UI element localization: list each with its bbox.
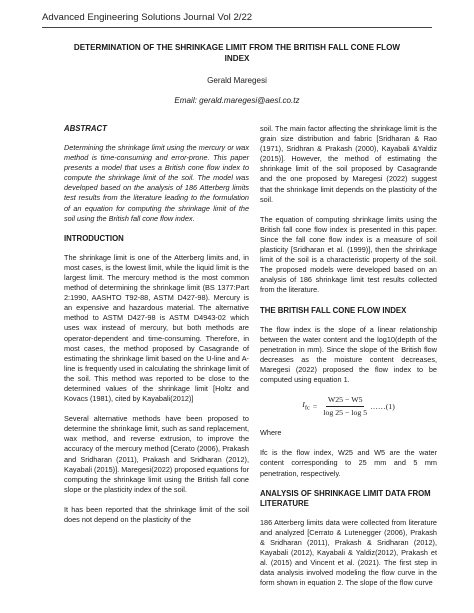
- abstract-heading: ABSTRACT: [64, 124, 107, 133]
- equation-numerator: W25 − W5: [326, 395, 365, 407]
- author-name: Gerald Maregesi: [207, 76, 267, 85]
- title-line-1: DETERMINATION OF THE SHRINKAGE LIMIT FROM THE BRITISH FALL CONE FLOW: [73, 43, 401, 52]
- flow-index-heading: THE BRITISH FALL CONE FLOW INDEX: [260, 305, 407, 315]
- where-label: Where: [260, 428, 282, 438]
- variables-paragraph: Ifc is the flow index, W25 and W5 are the water content corresponding to 25 mm and 5 mm penetration, respectively.: [260, 448, 437, 478]
- equation-fraction: [323, 395, 367, 418]
- right-column: [260, 124, 437, 598]
- header-rule: [42, 27, 432, 28]
- flow-index-paragraph: The flow index is the slope of a linear relationship between the water content and the log10(depth of the penetration in mm). Since the slope of the British flow decreases as the moisture content decreases, Maregesi (2022) proposed the flow index to be computed using equation 1.: [260, 324, 437, 384]
- intro-paragraph-1: The shrinkage limit is one of the Atterberg limits and, in most cases, is the lowest limit, while the liquid limit is the largest limit. The mercury method is the most common method of determining the shrinkage limit (BS 1377:Part 2:1990, AASHTO T92-88, ASTM D427-98). Mercury is an expensive and hazardous material. The alternative method to ASTM D427-98 is ASTM D4943-02 which uses wax instead of mercury, but both methods are operator-dependent and time-consuming. Therefore, in most cases, the method proposed by Casagrande of estimating the shrinkage limit based on the U-line and A-line is frequently used in calculating the shrinkage limit of the soil. This method was reported to be close to the determined values of the shrinkage limit [Holtz and Kovacs (1981), cited by Kayabali(2012)]: [64, 252, 249, 404]
- equation-1: [260, 395, 437, 418]
- paper-title: [60, 42, 414, 64]
- title-line-2: INDEX: [224, 54, 250, 63]
- equation-denominator: log 25 − log 5: [323, 408, 368, 418]
- left-column: [64, 124, 249, 535]
- introduction-heading: INTRODUCTION: [64, 233, 124, 243]
- equation-number: ……(1): [370, 401, 395, 411]
- equation-equals: =: [312, 401, 318, 411]
- intro-paragraph-2: Several alternative methods have been proposed to determine the shrinkage limit, such as sand replacement, wax method, and reverse extrusion, to improve the accuracy of the mercury method [Cerato (2006), Prakash and Sridharan (2011), Prakash and Sridharan (2012), Kayabali (2015)]. Maregesi(2022) proposed equations for computing the shrinkage limit using the British fall cone slope or the plasticity index of the soil.: [64, 414, 249, 494]
- journal-header: Advanced Engineering Solutions Journal Vol 2/22: [42, 12, 253, 23]
- analysis-heading: ANALYSIS OF SHRINKAGE LIMIT DATA FROM LITERATURE: [260, 488, 431, 508]
- right-paragraph-1: soil. The main factor affecting the shrinkage limit is the grain size distribution and fabric [Sridharan & Rao (1971), Sridhran & Prakash (2000), Kayabali &Yaldiz (2015)]. However, the method of estimating the shrinkage limit of the soil proposed by Casagrande and the one proposed by Maregesi (2022) suggest that the shrinkage limit depends on the plasticity of the soil.: [260, 124, 437, 204]
- author-email: Email: gerald.maregesi@aesl.co.tz: [174, 96, 300, 105]
- equation-lhs: $I_{fc}$: [302, 399, 310, 412]
- abstract-text: Determining the shrinkage limit using the mercury or wax method is time-consuming and error-prone. This paper presents a model that uses a British cone flow index to compute the shrinkage limit of the soil. The model was developed based on the analysis of 186 Atterberg limits test results from the literature leading to the formulation of an equation for computing the shrinkage limit of the soil using the British fall cone flow index.: [64, 143, 249, 223]
- intro-paragraph-3: It has been reported that the shrinkage limit of the soil does not depend on the plasticity of the: [64, 504, 249, 524]
- right-paragraph-2: The equation of computing shrinkage limits using the British fall cone flow index is presented in this paper. Since the fall cone flow index is a measure of soil plasticity [Sridharan et al. (1999)], then the shrinkage limit of the soil is a characteristic property of the soil. The proposed models were developed based on an analysis of 186 shrinkage limit test results collected from the literature.: [260, 214, 437, 295]
- analysis-paragraph: 186 Atterberg limits data were collected from literature and analyzed [Cerrato & Lutenegger (2006), Prakash & Sridharan (2011), Prakash & Sridharan (2012), Kayabali (2012), Kayabali & Yaldiz(2012), Prakash et al. (2015) and Vincent et al. (2021). The first step in data analysis involved modeling the flow curve in the form shown in equation 2. The slope of the flow curve: [260, 517, 437, 588]
